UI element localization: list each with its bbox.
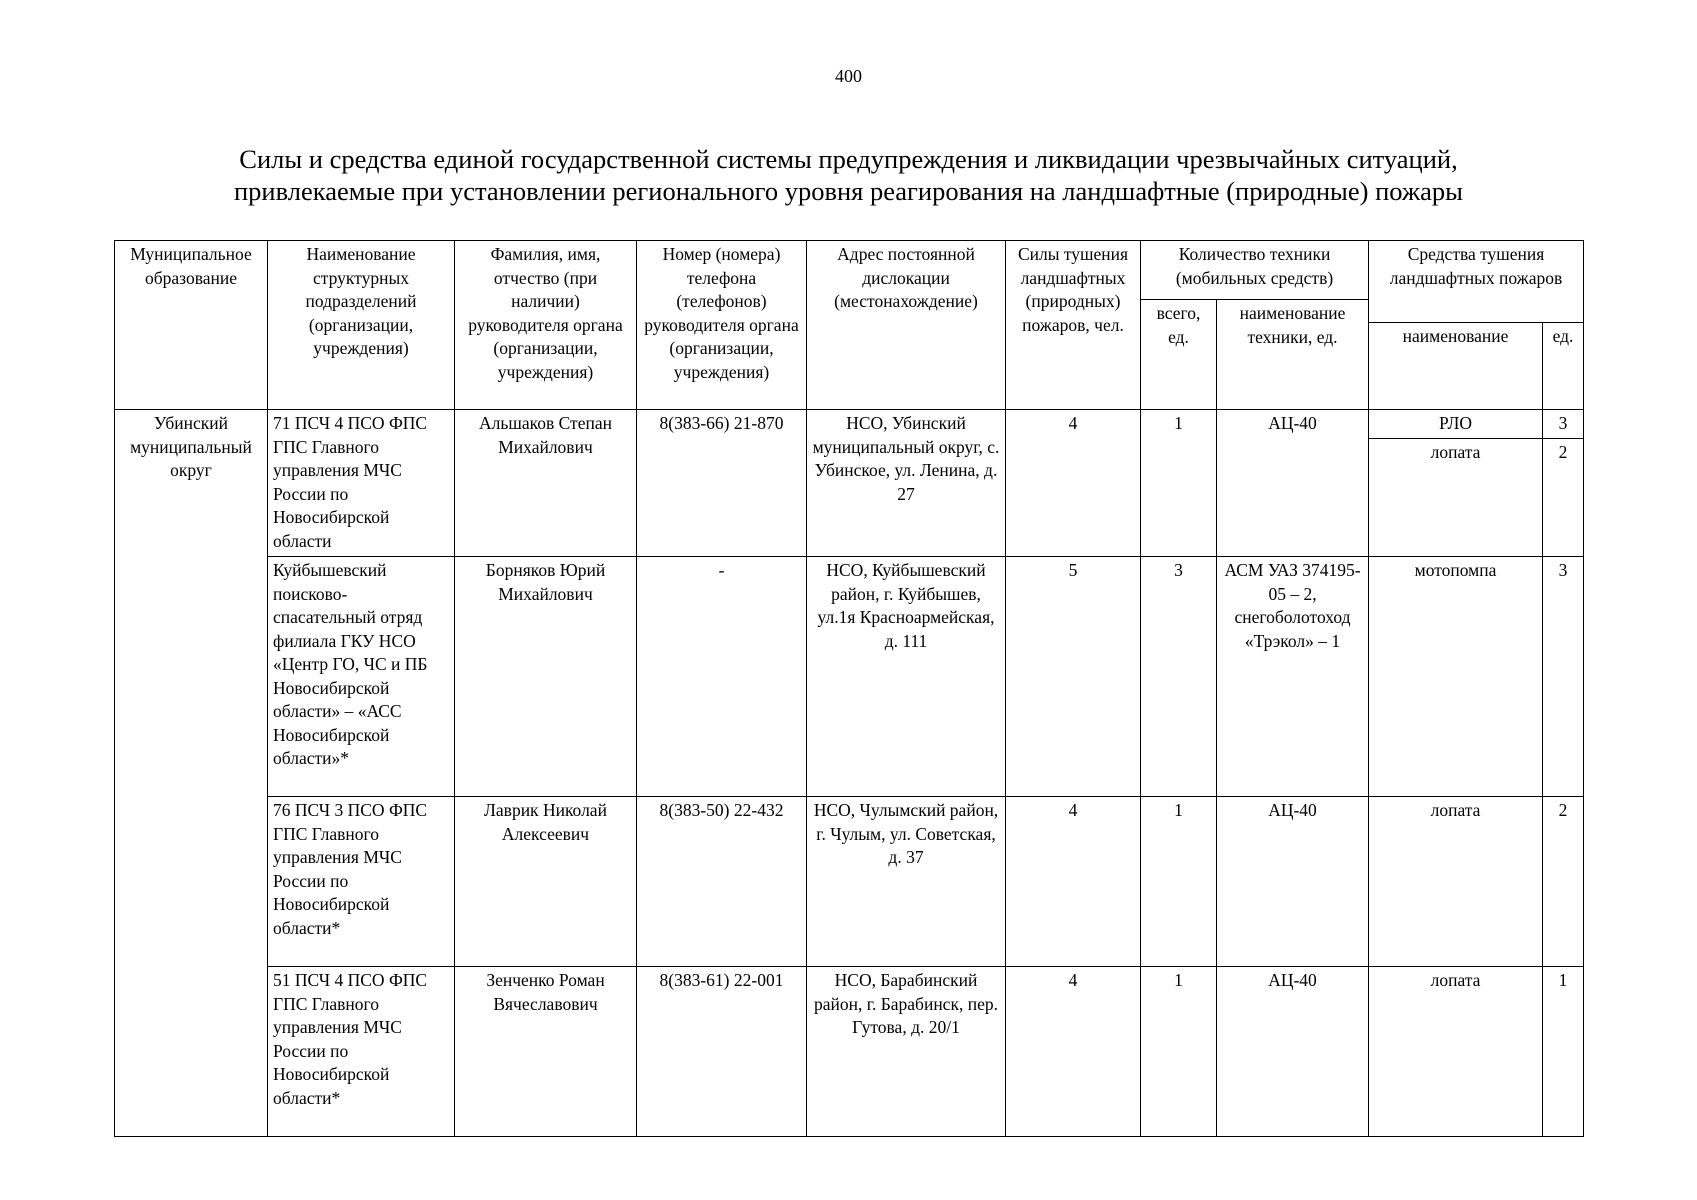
table-row (115, 410, 1584, 439)
unit-cell: 76 ПСЧ 3 ПСО ФПС ГПС Главного управления МЧС России по Новосибирской области* (268, 797, 455, 967)
means-units-cell: 3 (1543, 410, 1584, 439)
means-units-cell: 3 (1543, 557, 1584, 797)
header-means-name: наименование (1369, 323, 1543, 410)
phone-cell: 8(383-61) 22-001 (637, 967, 807, 1137)
header-address: Адрес постоянной дислокации (местонахождение) (807, 241, 1006, 410)
header-equipment-total: всего, ед. (1141, 300, 1217, 410)
means-units-cell: 2 (1543, 797, 1584, 967)
title-line-1: Силы и средства единой государственной системы предупреждения и ликвидации чрезвычайных ситуаций, (239, 144, 1458, 174)
address-cell: НСО, Куйбышевский район, г. Куйбышев, ул.1я Красноармейская, д. 111 (807, 557, 1006, 797)
address-cell: НСО, Барабинский район, г. Барабинск, пер. Гутова, д. 20/1 (807, 967, 1006, 1137)
head-cell: Лаврик Николай Алексеевич (455, 797, 637, 967)
table-row (115, 557, 1584, 797)
table-row (115, 967, 1584, 1137)
means-name-cell: мотопомпа (1369, 557, 1543, 797)
header-head-name: Фамилия, имя, отчество (при наличии) руководителя органа (организации, учреждения) (455, 241, 637, 410)
head-cell: Альшаков Степан Михайлович (455, 410, 637, 557)
header-means-units: ед. (1543, 323, 1584, 410)
header-phone: Номер (номера) телефона (телефонов) руководителя органа (организации, учреждения) (637, 241, 807, 410)
equipment-name-cell: АЦ-40 (1217, 967, 1369, 1137)
unit-cell: 71 ПСЧ 4 ПСО ФПС ГПС Главного управления МЧС России по Новосибирской области (268, 410, 455, 557)
equipment-total-cell: 1 (1141, 967, 1217, 1137)
equipment-total-cell: 3 (1141, 557, 1217, 797)
equipment-total-cell: 1 (1141, 797, 1217, 967)
address-cell: НСО, Убинский муниципальный округ, с. Убинское, ул. Ленина, д. 27 (807, 410, 1006, 557)
equipment-name-cell: АЦ-40 (1217, 797, 1369, 967)
phone-cell: - (637, 557, 807, 797)
forces-cell: 4 (1006, 410, 1141, 557)
header-forces: Силы тушения ландшафтных (природных) пожаров, чел. (1006, 241, 1141, 410)
forces-cell: 4 (1006, 967, 1141, 1137)
unit-cell: Куйбышевский поисково-спасательный отряд филиала ГКУ НСО «Центр ГО, ЧС и ПБ Новосибирской области» – «АСС Новосибирской области»* (268, 557, 455, 797)
equipment-name-cell: АЦ-40 (1217, 410, 1369, 557)
forces-cell: 4 (1006, 797, 1141, 967)
page-number: 400 (835, 66, 862, 86)
document-title (120, 143, 1577, 207)
equipment-total-cell: 1 (1141, 410, 1217, 557)
table-row (115, 797, 1584, 967)
header-municipality: Муниципальное образование (115, 241, 268, 410)
forces-table (114, 240, 1584, 1137)
phone-cell: 8(383-50) 22-432 (637, 797, 807, 967)
head-cell: Борняков Юрий Михайлович (455, 557, 637, 797)
means-units-cell: 1 (1543, 967, 1584, 1137)
header-unit-name: Наименование структурных подразделений (организации, учреждения) (268, 241, 455, 410)
title-line-2: привлекаемые при установлении регионального уровня реагирования на ландшафтные (природные) пожары (234, 176, 1463, 206)
header-means: Средства тушения ландшафтных пожаров (1369, 241, 1584, 323)
means-name-cell: лопата (1369, 797, 1543, 967)
means-units-cell: 2 (1543, 439, 1584, 557)
means-name-cell: РЛО (1369, 410, 1543, 439)
means-name-cell: лопата (1369, 967, 1543, 1137)
address-cell: НСО, Чулымский район, г. Чулым, ул. Советская, д. 37 (807, 797, 1006, 967)
head-cell: Зенченко Роман Вячеславович (455, 967, 637, 1137)
means-name-cell: лопата (1369, 439, 1543, 557)
header-equipment: Количество техники (мобильных средств) (1141, 241, 1369, 300)
unit-cell: 51 ПСЧ 4 ПСО ФПС ГПС Главного управления МЧС России по Новосибирской области* (268, 967, 455, 1137)
phone-cell: 8(383-66) 21-870 (637, 410, 807, 557)
equipment-name-cell: АСМ УАЗ 374195-05 – 2, снегоболотоход «Трэкол» – 1 (1217, 557, 1369, 797)
forces-cell: 5 (1006, 557, 1141, 797)
municipality-cell: Убинский муниципальный округ (115, 410, 268, 1137)
header-row-1 (115, 241, 1584, 300)
header-equipment-name: наименование техники, ед. (1217, 300, 1369, 410)
